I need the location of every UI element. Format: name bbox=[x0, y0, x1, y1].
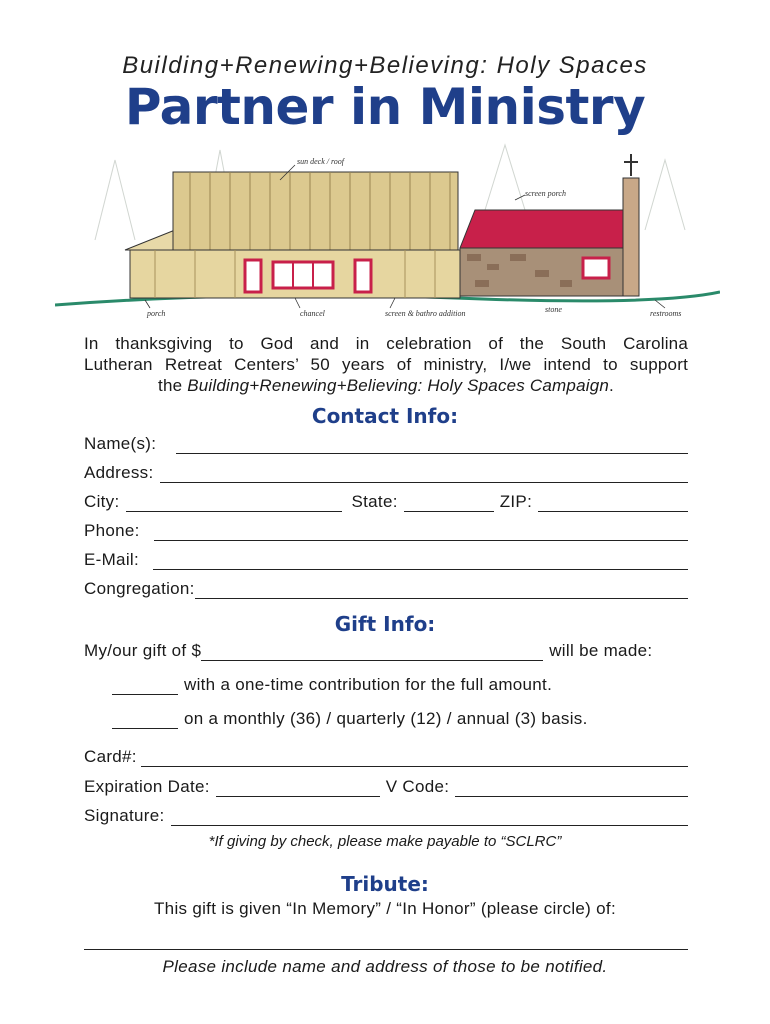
tribute-note: Please include name and address of those to be notified. bbox=[162, 957, 608, 976]
card-line[interactable] bbox=[141, 750, 688, 767]
congregation-line[interactable] bbox=[195, 582, 688, 599]
city-label: City: bbox=[84, 492, 120, 511]
city-line[interactable] bbox=[126, 495, 342, 512]
card-label: Card#: bbox=[84, 747, 137, 766]
onetime-option[interactable] bbox=[112, 673, 688, 695]
congregation-label: Congregation: bbox=[84, 579, 195, 598]
recurring-label: on a monthly (36) / quarterly (12) / annual (3) basis. bbox=[184, 709, 588, 728]
annotation-porch: porch bbox=[147, 309, 166, 318]
gift-heading: Gift Info: bbox=[334, 612, 436, 636]
city-state-zip-row[interactable] bbox=[84, 490, 688, 512]
expiration-label: Expiration Date: bbox=[84, 777, 210, 796]
email-field[interactable] bbox=[84, 548, 688, 570]
signature-field[interactable] bbox=[84, 804, 688, 826]
gift-amount-suffix: will be made: bbox=[549, 641, 653, 660]
names-field[interactable] bbox=[84, 432, 688, 454]
expiration-line[interactable] bbox=[216, 780, 380, 797]
expiration-vcode-row[interactable] bbox=[84, 775, 688, 797]
email-label: E-Mail: bbox=[84, 550, 139, 569]
address-field[interactable] bbox=[84, 461, 688, 483]
intro-prefix: the bbox=[158, 376, 188, 395]
zip-line[interactable] bbox=[538, 495, 688, 512]
building-illustration bbox=[55, 140, 720, 330]
state-label: State: bbox=[351, 492, 398, 511]
annotation-addition: screen & bathro addition bbox=[385, 309, 466, 318]
campaign-subtitle: Building+Renewing+Believing: Holy Spaces bbox=[122, 52, 648, 79]
onetime-label: with a one-time contribution for the full amount. bbox=[184, 675, 553, 694]
annotation-stone: stone bbox=[545, 305, 562, 314]
address-label: Address: bbox=[84, 463, 154, 482]
campaign-name: Building+Renewing+Believing: Holy Spaces Campaign bbox=[187, 376, 610, 395]
signature-label: Signature: bbox=[84, 806, 165, 825]
annotation-restrooms: restrooms bbox=[650, 309, 682, 318]
vcode-line[interactable] bbox=[455, 780, 688, 797]
onetime-checkline[interactable] bbox=[112, 678, 178, 695]
annotation-roof: sun deck / roof bbox=[297, 157, 345, 166]
names-line[interactable] bbox=[176, 437, 688, 454]
intro-line-2: Lutheran Retreat Centers’ 50 years of ministry, I/we intend to support bbox=[84, 355, 688, 374]
address-line[interactable] bbox=[160, 466, 689, 483]
gift-amount-line[interactable] bbox=[201, 644, 543, 661]
annotation-chancel: chancel bbox=[300, 309, 325, 318]
phone-field[interactable] bbox=[84, 519, 688, 541]
names-label: Name(s): bbox=[84, 434, 157, 453]
intro-suffix: . bbox=[609, 376, 614, 395]
signature-line[interactable] bbox=[171, 809, 689, 826]
recurring-option[interactable] bbox=[112, 707, 688, 729]
recurring-checkline[interactable] bbox=[112, 712, 178, 729]
vcode-label: V Code: bbox=[385, 777, 450, 796]
tribute-heading: Tribute: bbox=[341, 872, 429, 896]
check-note: *If giving by check, please make payable to “SCLRC” bbox=[208, 833, 562, 850]
tribute-text: This gift is given “In Memory” / “In Honor” (please circle) of: bbox=[154, 899, 616, 918]
state-line[interactable] bbox=[404, 495, 494, 512]
zip-label: ZIP: bbox=[499, 492, 533, 511]
tribute-name-line[interactable] bbox=[84, 933, 688, 950]
congregation-field[interactable] bbox=[84, 577, 688, 599]
phone-line[interactable] bbox=[154, 524, 688, 541]
card-field[interactable] bbox=[84, 745, 688, 767]
intro-line-1: In thanksgiving to God and in celebration of the South Carolina bbox=[84, 334, 688, 353]
phone-label: Phone: bbox=[84, 521, 140, 540]
annotation-screen-porch: screen porch bbox=[525, 189, 566, 198]
intro-line-3 bbox=[84, 375, 688, 396]
intro-paragraph bbox=[84, 333, 688, 396]
gift-amount-field[interactable] bbox=[84, 639, 688, 661]
email-line[interactable] bbox=[153, 553, 688, 570]
page-title: Partner in Ministry bbox=[124, 78, 646, 136]
gift-amount-label: My/our gift of $ bbox=[84, 641, 202, 660]
contact-heading: Contact Info: bbox=[311, 404, 459, 428]
